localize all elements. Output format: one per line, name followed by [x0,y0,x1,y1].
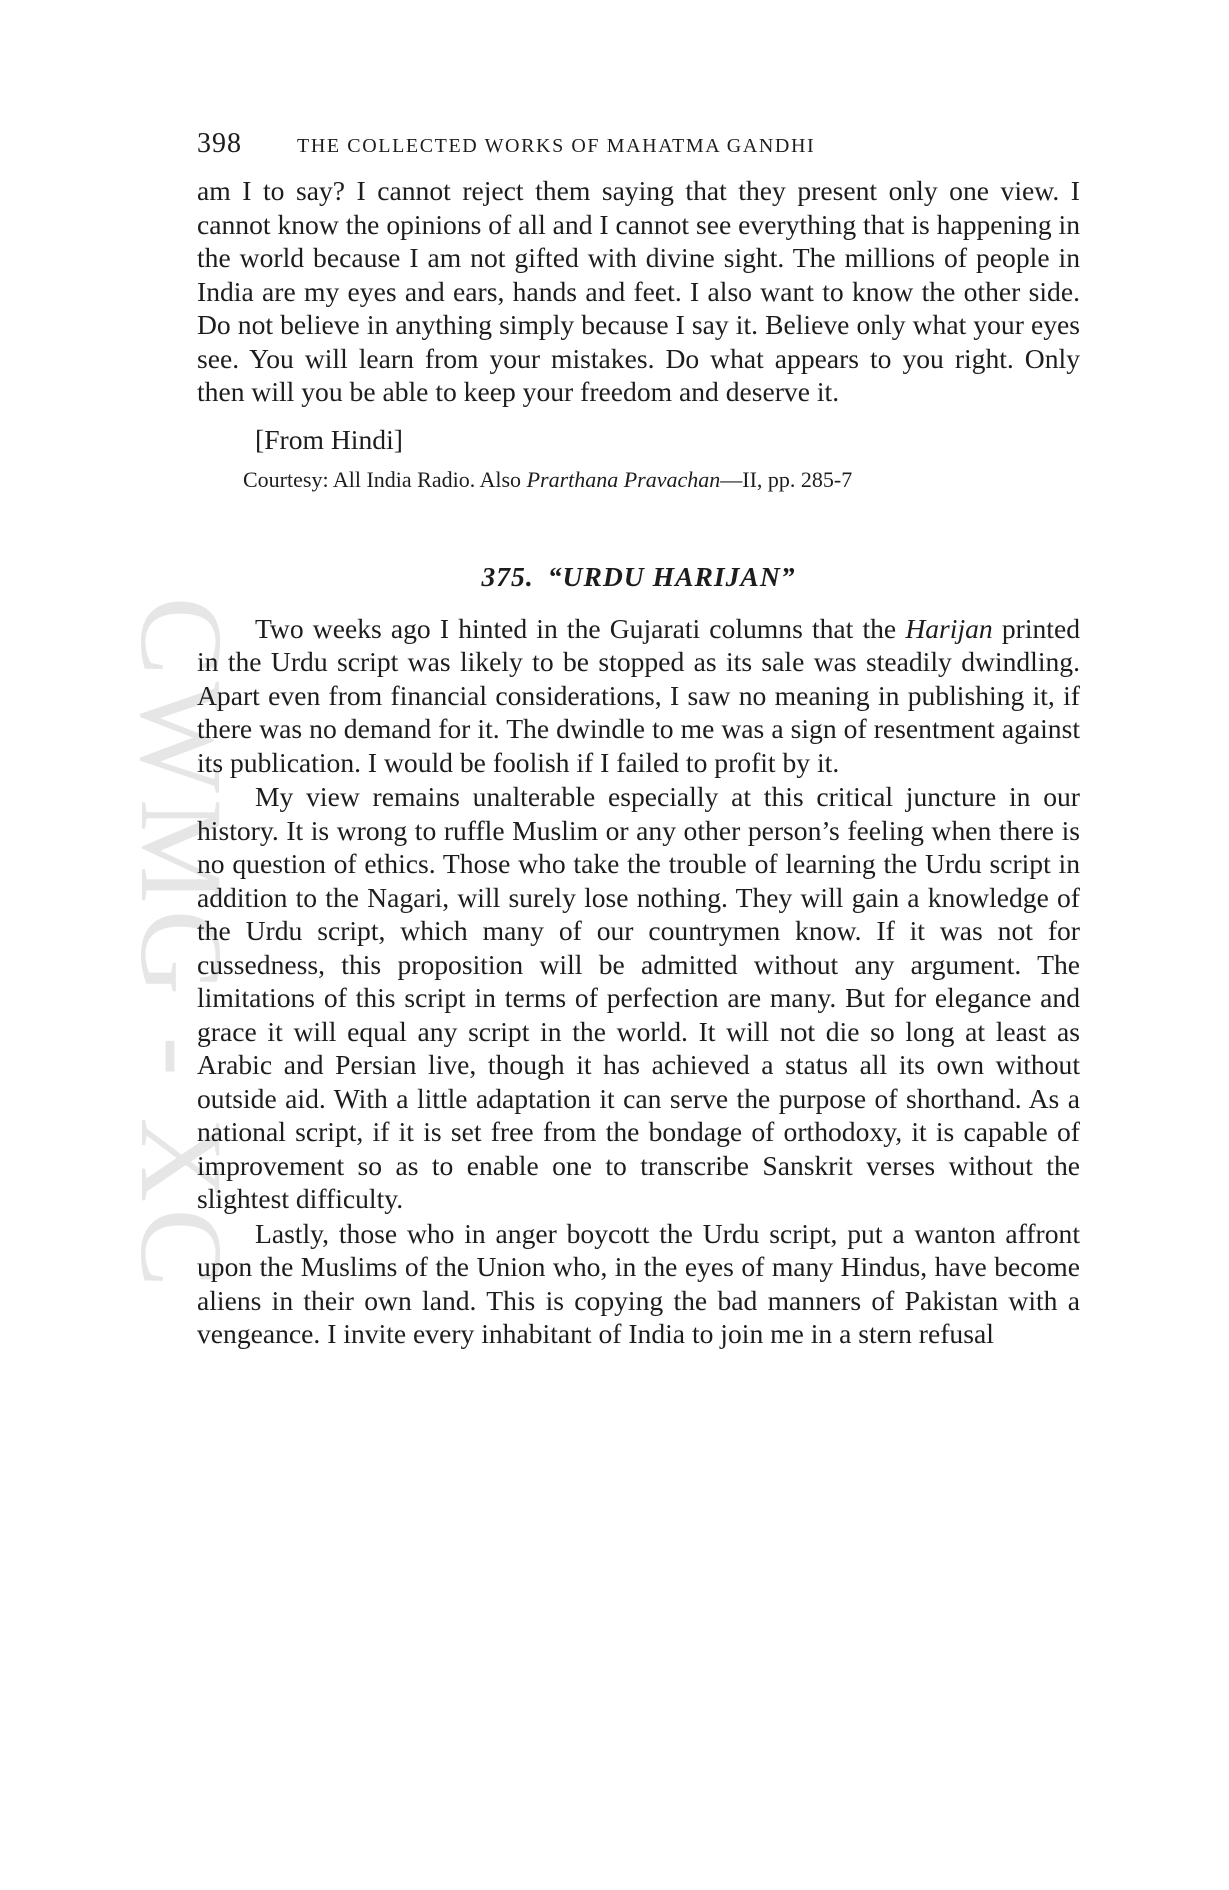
continued-paragraph: am I to say? I cannot reject them saying that they present only one view. I cannot know the opinions of all and I cannot see everything that is happening in the world because I am not gifted with divine sight. The millions of people in India are my eyes and ears, hands and feet. I also want to know the other side. Do not believe in anything simply because I say it. Believe only what your eyes see. You will learn from your mistakes. Do what appears to you right. Only then will you be able to keep your freedom and deserve it. [197,175,1080,407]
watermark-text: CWMG - XC [116,596,247,1294]
section-body [197,612,1080,1351]
body-paragraph-1 [197,612,1080,780]
body-paragraph-2: My view remains unalterable especially at this critical juncture in our history. It is wrong to ruffle Muslim or any other person’s feeling when there is no question of ethics. Those who take the trouble of learning the Urdu script in addition to the Nagari, will surely lose nothing. They will gain a knowledge of the Urdu script, which many of our countrymen know. If it was not for cussedness, this proposition will be admitted without any argument. The limitations of this script in terms of perfection are many. But for elegance and grace it will equal any script in the world. It will not die so long at least as Arabic and Persian live, though it has achieved a status all its own without outside aid. With a little adaptation it can serve the purpose of shorthand. As a national script, if it is set free from the bondage of orthodoxy, it is capable of improvement so as to enable one to transcribe Sanskrit verses without the slightest difficulty. [197,781,1080,1214]
running-title: THE COLLECTED WORKS OF MAHATMA GANDHI [297,135,816,157]
body-paragraph-3: Lastly, those who in anger boycott the Urdu script, put a wanton affront upon the Muslims of the Union who, in the eyes of many Hindus, have become aliens in their own land. This is copying the bad manners of Pakistan with a vengeance. I invite every inhabitant of India to join me in a stern refusal [197,1217,1080,1349]
paragraph-1-italic-title: Harijan [905,612,993,644]
courtesy-suffix: —II, pp. 285-7 [720,466,853,492]
courtesy-prefix: Courtesy: All India Radio. Also [243,466,527,492]
courtesy-line [243,466,1080,494]
section-title: “URDU HARIJAN” [547,560,796,592]
source-tag: [From Hindi] [255,423,403,455]
paragraph-1-start: Two weeks ago I hinted in the Gujarati columns that the [255,612,906,644]
section-heading [197,560,1080,594]
section-number: 375. [481,560,534,592]
paragraph-1-rest: printed in the Urdu script was likely to be stopped as its sale was steadily dwindling. Apart even from financial considerations, I saw no meaning in publishing it, if there was no demand for it. The dwindle to me was a sign of resentment against its publication. I would be foolish if I failed to profit by it. [197,612,1081,778]
page-number: 398 [197,128,242,159]
page [197,128,1080,1351]
courtesy-work-title: Prarthana Pravachan [526,466,721,492]
running-head [197,128,1080,168]
